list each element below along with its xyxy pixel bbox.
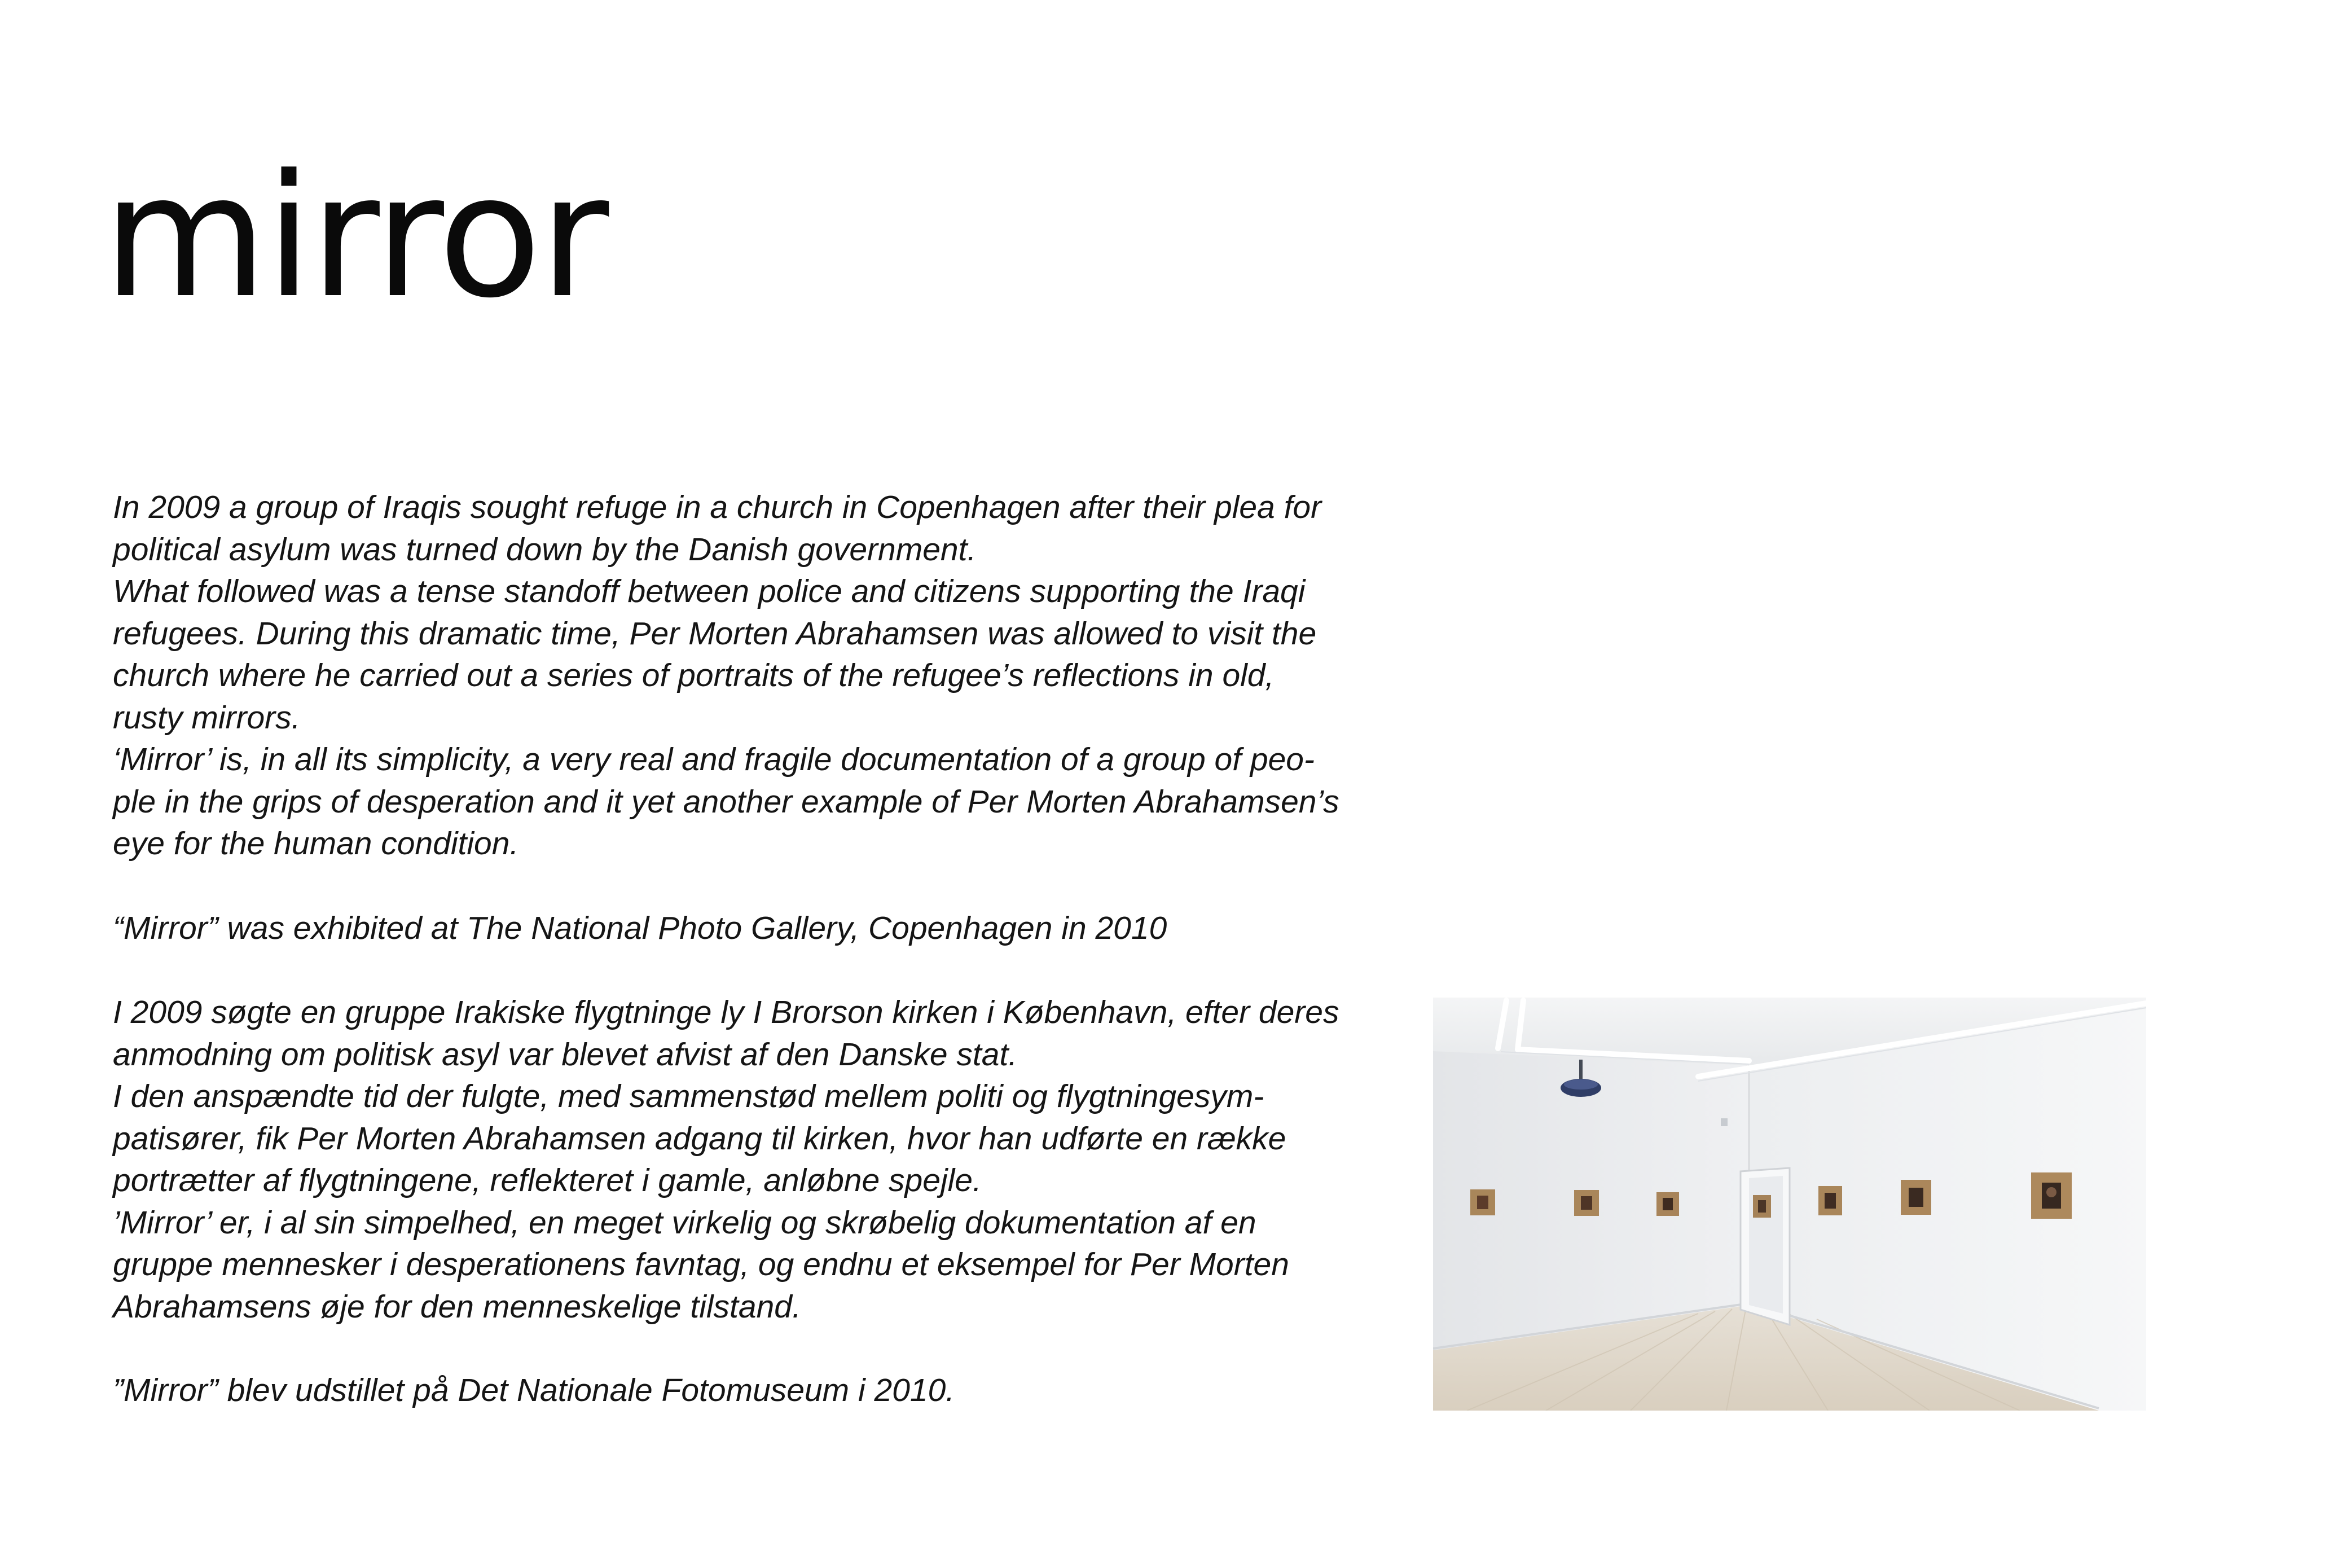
english-line: eye for the human condition. [113,825,519,862]
danish-line: portrætter af flygtningene, reflekteret i gamle, anløbne spejle. [113,1162,982,1198]
english-line: refugees. During this dramatic time, Per Morten Abrahamsen was allowed to visit the [113,615,1317,652]
danish-line: I 2009 søgte en gruppe Irakiske flygtninge ly I Brorson kirken i København, efter deres [113,994,1339,1030]
page-title: mirror [103,138,607,335]
danish-line: I den anspændte tid der fulgte, med sammenstød mellem politi og flygtningesym- [113,1078,1264,1114]
english-line: political asylum was turned down by the Danish government. [113,531,977,568]
danish-exhibition-note [113,1369,1427,1412]
danish-line: ’Mirror’ er, i al sin simpelhed, en meget virkelig og skrøbelig dokumentation af en [113,1204,1256,1241]
danish-line: Abrahamsens øje for den menneskelige tilstand. [113,1288,801,1325]
english-line: What followed was a tense standoff between police and citizens supporting the Iraqi [113,573,1306,609]
english-line: ple in the grips of desperation and it yet another example of Per Morten Abrahamsen’s [113,783,1339,820]
danish-exhibition-line: ”Mirror” blev udstillet på Det Nationale Fotomuseum i 2010. [113,1372,955,1408]
english-line: rusty mirrors. [113,699,301,736]
danish-line: anmodning om politisk asyl var blevet afvist af den Danske stat. [113,1036,1018,1073]
english-line: In 2009 a group of Iraqis sought refuge in a church in Copenhagen after their plea for [113,489,1322,525]
english-exhibition-note [113,907,1427,950]
english-exhibition-line: “Mirror” was exhibited at The National Photo Gallery, Copenhagen in 2010 [113,910,1167,946]
english-line: ‘Mirror’ is, in all its simplicity, a very real and fragile documentation of a group of peo- [113,741,1315,778]
danish-line: gruppe mennesker i desperationens favntag, og endnu et eksempel for Per Morten [113,1246,1289,1282]
danish-description [113,991,1427,1328]
danish-line: patisører, fik Per Morten Abrahamsen adgang til kirken, hvor han udførte en række [113,1120,1286,1157]
english-description [113,486,1427,865]
english-line: church where he carried out a series of portraits of the refugee’s reflections in old, [113,657,1275,693]
gallery-installation-photo [1433,998,2146,1411]
